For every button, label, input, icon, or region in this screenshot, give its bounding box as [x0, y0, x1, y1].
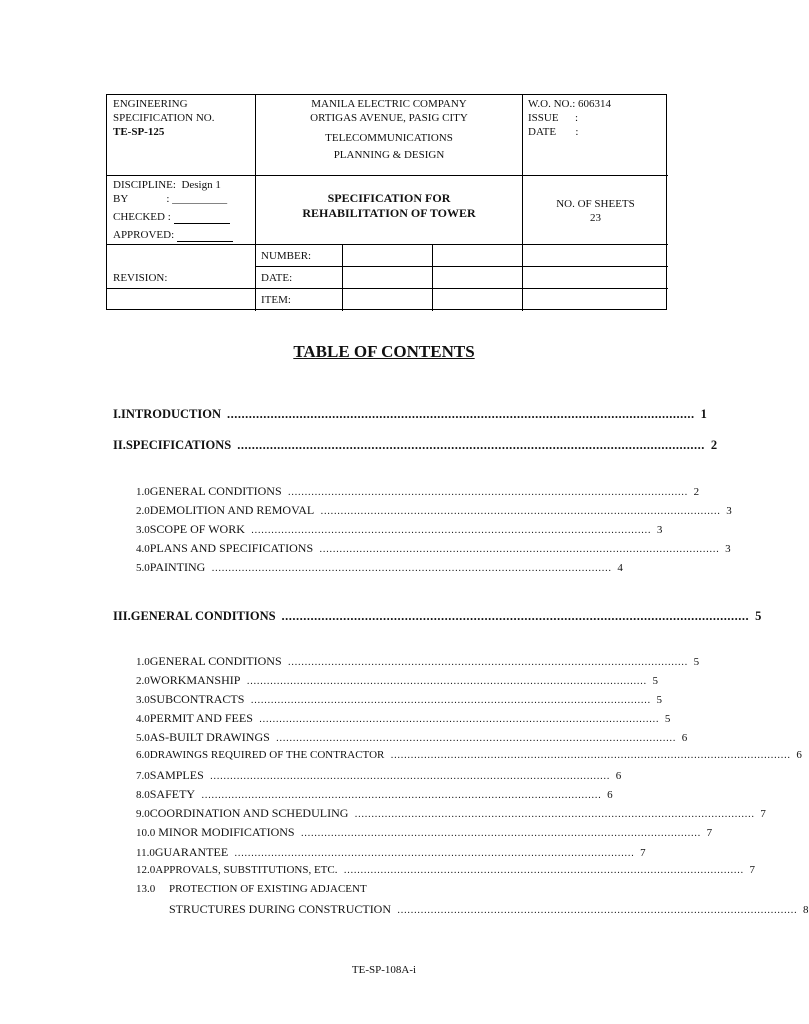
toc-item — [136, 673, 658, 688]
section-label: SPECIFICATIONS — [125, 438, 232, 452]
item-label: GENERAL CONDITIONS — [149, 654, 282, 668]
divider — [255, 266, 668, 267]
item-number: 5.0 — [136, 732, 150, 744]
department-line1: TELECOMMUNICATIONS — [325, 132, 453, 144]
item-page: 4 — [617, 562, 623, 574]
toc-item — [136, 711, 671, 726]
divider — [432, 244, 433, 311]
toc-item — [136, 787, 613, 802]
leader-dots: ………………………………………………………………………………………………………… — [397, 905, 798, 916]
department-line2: PLANNING & DESIGN — [333, 149, 445, 161]
leader-dots: ………………………………………………………………………………………………………… — [211, 563, 612, 574]
section-page: 1 — [700, 407, 707, 421]
item-page: 6 — [607, 789, 613, 801]
item-label: GUARANTEE — [154, 845, 229, 859]
item-label: SCOPE OF WORK — [149, 522, 245, 536]
leader-dots: ………………………………………………………………………………………………………… — [250, 525, 651, 536]
toc-section — [113, 407, 707, 422]
item-number: 1.0 — [136, 656, 150, 668]
item-number: 13.0 — [136, 883, 156, 895]
item-label: SAFETY — [149, 787, 196, 801]
section-label: GENERAL CONDITIONS — [130, 609, 276, 623]
item-page: 6 — [681, 732, 688, 744]
toc-title: TABLE OF CONTENTS — [293, 342, 475, 361]
item-label: AS-BUILT DRAWINGS — [149, 730, 270, 744]
item-number: 2.0 — [136, 675, 150, 687]
item-label: PAINTING — [149, 560, 206, 574]
item-page: 7 — [760, 808, 766, 820]
divider — [107, 175, 668, 176]
toc-item — [136, 806, 766, 821]
discipline-cell — [113, 178, 233, 242]
leader-dots: ………………………………………………………………………………………………………… — [319, 544, 720, 555]
leader-dots: ................................................................................................................................. — [237, 438, 705, 452]
company-name: MANILA ELECTRIC COMPANY — [311, 98, 467, 110]
item-number: 2.0 — [136, 505, 150, 517]
toc-item — [136, 864, 755, 876]
leader-dots: ………………………………………………………………………………………………………… — [390, 750, 791, 761]
toc-item — [136, 749, 802, 761]
item-page: 2 — [693, 486, 700, 498]
approved-label: APPROVED: — [113, 229, 175, 241]
toc-item — [136, 503, 732, 518]
sheets-label: NO. OF SHEETS — [556, 198, 635, 210]
item-page: 8 — [803, 904, 809, 916]
divider — [107, 244, 668, 245]
item-page: 7 — [640, 847, 646, 859]
item-number: 4.0 — [136, 543, 150, 555]
wo-number: W.O. NO.: 606314 — [528, 98, 612, 110]
spec-title-line2: REHABILITATION OF TOWER — [302, 206, 476, 220]
item-page: 6 — [615, 770, 622, 782]
item-page: 6 — [796, 749, 802, 761]
spec-title-line1: SPECIFICATION FOR — [327, 191, 451, 205]
item-number: 10.0 — [136, 827, 156, 839]
leader-dots: ………………………………………………………………………………………………………… — [201, 790, 602, 801]
divider — [107, 288, 668, 289]
item-page: 5 — [693, 656, 700, 668]
sheets-cell — [523, 197, 668, 225]
item-label: COORDINATION AND SCHEDULING — [149, 806, 349, 820]
toc-item — [136, 484, 700, 499]
item-label: APPROVALS, SUBSTITUTIONS, ETC. — [155, 864, 338, 876]
item-label: WORKMANSHIP — [149, 673, 241, 687]
document-header-table — [106, 94, 667, 310]
date-label: DATE: — [261, 272, 293, 284]
leader-dots: ………………………………………………………………………………………………………… — [343, 865, 744, 876]
item-label: STRUCTURES DURING CONSTRUCTION — [169, 902, 392, 916]
item-page: 7 — [706, 827, 713, 839]
sheets-value: 23 — [590, 212, 601, 224]
spec-label-line2: SPECIFICATION NO. — [113, 112, 215, 124]
spec-label-line1: ENGINEERING — [113, 98, 188, 110]
item-page: 5 — [652, 675, 658, 687]
toc-item — [136, 541, 731, 556]
leader-dots: ………………………………………………………………………………………………………… — [354, 809, 755, 820]
leader-dots: ………………………………………………………………………………………………………… — [320, 506, 721, 517]
item-number: 11.0 — [136, 847, 155, 859]
spec-code: TE-SP-125 — [113, 126, 165, 138]
section-page: 5 — [755, 609, 762, 623]
approved-blank — [177, 231, 233, 242]
toc-item — [136, 845, 646, 860]
leader-dots: ………………………………………………………………………………………………………… — [258, 714, 659, 725]
section-label: INTRODUCTION — [121, 407, 222, 421]
item-label: SUBCONTRACTS — [149, 692, 245, 706]
leader-dots: ………………………………………………………………………………………………………… — [300, 828, 701, 839]
leader-dots: ………………………………………………………………………………………………………… — [275, 733, 676, 744]
leader-dots: ………………………………………………………………………………………………………… — [287, 487, 688, 498]
item-label: GENERAL CONDITIONS — [149, 484, 282, 498]
item-number: 3.0 — [136, 524, 150, 536]
item-number: 4.0 — [136, 713, 150, 725]
item-label: DEMOLITION AND REMOVAL — [149, 503, 315, 517]
toc-item — [136, 730, 688, 745]
by-field: BY : __________ — [113, 193, 228, 205]
company-cell — [256, 97, 522, 162]
number-label: NUMBER: — [261, 250, 312, 262]
item-number: 12.0 — [136, 864, 156, 876]
toc-item — [136, 883, 606, 895]
section-number: I. — [113, 407, 121, 421]
date-field: DATE : — [528, 126, 579, 138]
toc-item — [136, 768, 622, 783]
toc-item — [136, 560, 623, 575]
item-page: 7 — [749, 864, 755, 876]
leader-dots: ................................................................................................................................. — [281, 609, 750, 623]
item-number: 7.0 — [136, 770, 150, 782]
leader-dots: ………………………………………………………………………………………………………… — [234, 848, 635, 859]
item-label: PROTECTION OF EXISTING ADJACENT — [169, 883, 367, 895]
leader-dots: ………………………………………………………………………………………………………… — [250, 695, 651, 706]
divider — [342, 244, 343, 311]
item-page: 5 — [656, 694, 662, 706]
item-label: SAMPLES — [149, 768, 204, 782]
item-page: 3 — [656, 524, 663, 536]
leader-dots: ………………………………………………………………………………………………………… — [287, 657, 688, 668]
work-order-cell — [528, 97, 611, 139]
section-number: II. — [113, 438, 126, 452]
section-number: III. — [113, 609, 131, 623]
leader-dots: ………………………………………………………………………………………………………… — [246, 676, 647, 687]
item-label: ITEM: — [261, 294, 291, 306]
item-label: DRAWINGS REQUIRED OF THE CONTRACTOR — [149, 749, 385, 761]
item-number: 9.0 — [136, 808, 150, 820]
item-number: 1.0 — [136, 486, 150, 498]
discipline-field: DISCIPLINE: Design 1 — [113, 179, 221, 191]
toc-item — [136, 654, 700, 669]
revision-label: REVISION: — [113, 272, 168, 284]
item-label: MINOR MODIFICATIONS — [155, 825, 295, 839]
item-page: 3 — [726, 505, 732, 517]
item-number: 3.0 — [136, 694, 150, 706]
item-label: PLANS AND SPECIFICATIONS — [149, 541, 314, 555]
item-page: 3 — [725, 543, 731, 555]
leader-dots: ................................................................................................................................. — [227, 407, 695, 421]
toc-section — [113, 609, 762, 624]
spec-title-cell — [256, 191, 522, 221]
company-address: ORTIGAS AVENUE, PASIG CITY — [310, 112, 468, 124]
toc-item-continuation — [169, 902, 809, 917]
item-label: PERMIT AND FEES — [149, 711, 253, 725]
item-number: 5.0 — [136, 562, 150, 574]
spec-number-cell — [113, 97, 214, 139]
section-page: 2 — [710, 438, 718, 452]
toc-item — [136, 825, 713, 840]
toc-item — [136, 692, 662, 707]
toc-item — [136, 522, 663, 537]
toc-section — [113, 438, 718, 453]
item-page: 5 — [664, 713, 671, 725]
item-number: 8.0 — [136, 789, 150, 801]
checked-blank — [174, 213, 230, 224]
leader-dots: ………………………………………………………………………………………………………… — [209, 771, 610, 782]
page-footer: TE-SP-108A-i — [351, 964, 417, 976]
checked-label: CHECKED : — [113, 211, 171, 223]
item-number: 6.0 — [136, 749, 150, 761]
issue-field: ISSUE : — [528, 112, 579, 124]
